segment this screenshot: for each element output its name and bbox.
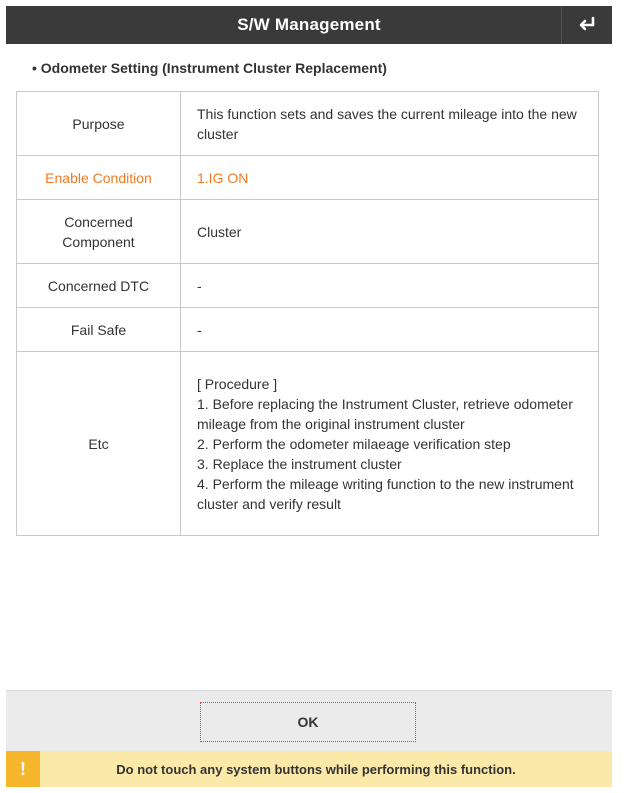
row-label: Fail Safe [17,308,181,352]
procedure-line: 1. Before replacing the Instrument Cluster, retrieve odometer mileage from the original instrument cluster [197,395,573,432]
table-row [17,156,599,200]
procedure-line: [ Procedure ] [197,375,278,392]
table-row [17,92,599,156]
row-value: - [181,264,599,308]
table-row [17,308,599,352]
row-label: Etc [17,352,181,536]
row-label: Enable Condition [17,156,181,200]
info-table [16,91,599,536]
procedure-line: 3. Replace the instrument cluster [197,455,402,472]
row-value: This function sets and saves the current mileage into the new cluster [181,92,599,156]
row-value: - [181,308,599,352]
row-label: Concerned Component [17,200,181,264]
table-row [17,352,599,536]
warning-bar [6,751,612,787]
row-label: Concerned DTC [17,264,181,308]
procedure-line: 4. Perform the mileage writing function to the new instrument cluster and verify result [197,475,574,512]
section-title: • Odometer Setting (Instrument Cluster Replacement) [32,60,387,76]
back-button[interactable] [561,6,612,44]
page-title: S/W Management [237,15,381,34]
row-value: 1.IG ON [181,156,599,200]
row-value: Cluster [181,200,599,264]
return-arrow-icon [576,16,598,34]
title-bar [6,6,612,44]
warning-icon: ! [6,751,40,787]
row-label: Purpose [17,92,181,156]
table-row [17,200,599,264]
warning-text: Do not touch any system buttons while performing this function. [116,761,516,777]
row-value [181,352,599,536]
table-row [17,264,599,308]
procedure-line: 2. Perform the odometer milaeage verification step [197,435,511,452]
ok-button[interactable]: OK [200,702,416,742]
